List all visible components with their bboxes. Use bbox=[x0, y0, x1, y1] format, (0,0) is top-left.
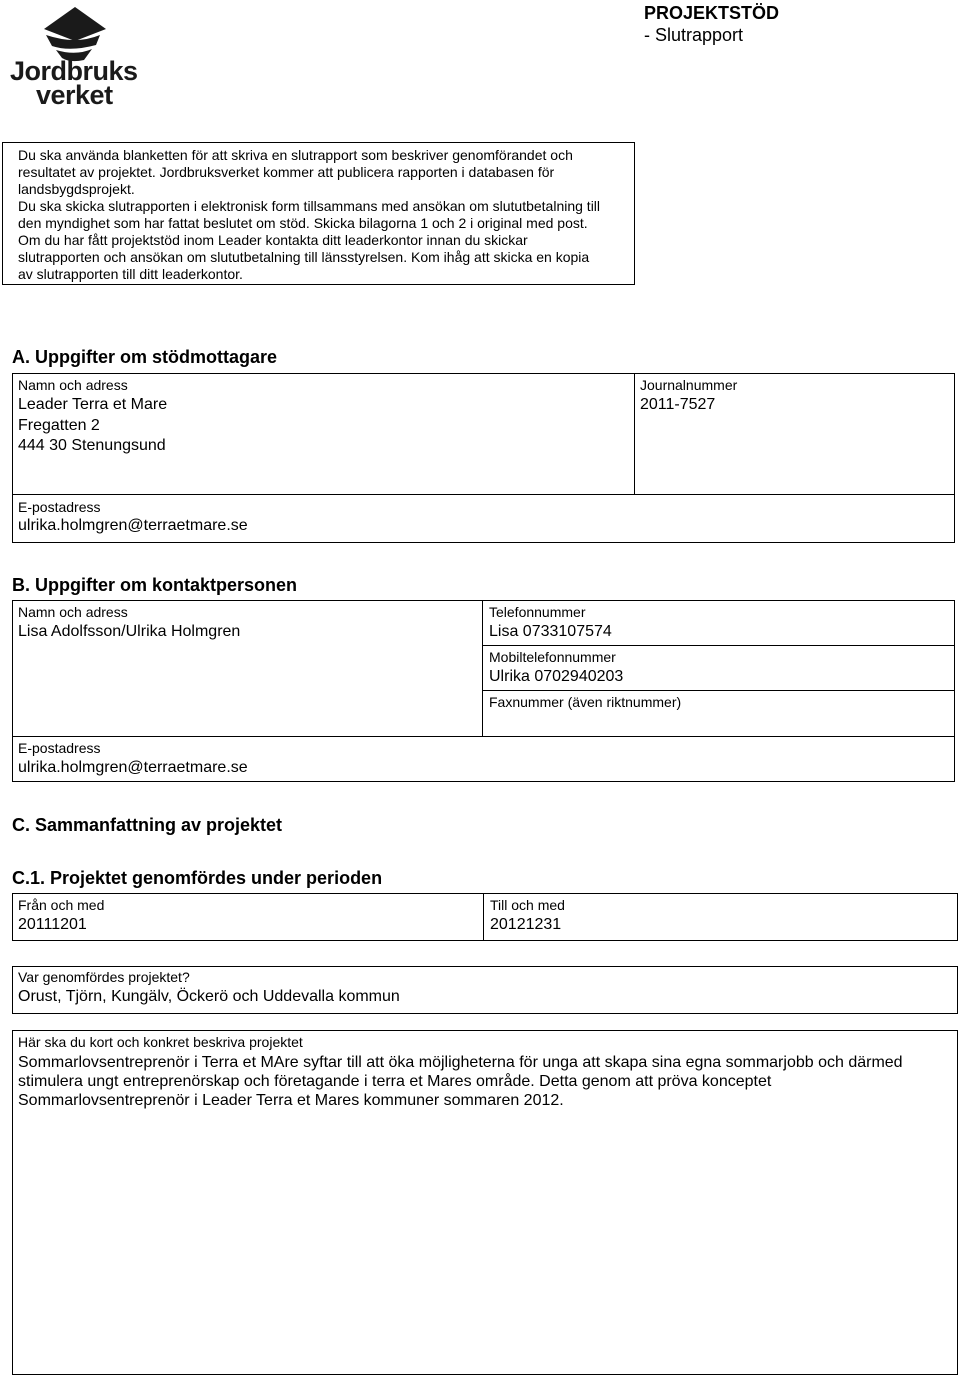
contact-email-value[interactable]: ulrika.holmgren@terraetmare.se bbox=[18, 759, 248, 776]
section-c-heading: C. Sammanfattning av projektet bbox=[12, 815, 283, 835]
period-table bbox=[12, 893, 958, 941]
mobile-value[interactable]: Ulrika 0702940203 bbox=[489, 668, 624, 685]
recipient-address-line[interactable]: Fregatten 2 bbox=[18, 416, 100, 434]
description-line[interactable]: Sommarlovsentreprenör i Terra et MAre syftar till att öka möjligheterna för unga att skapa sina egna sommarjobb och därmed bbox=[18, 1054, 903, 1071]
instruction-line: resultatet av projektet. Jordbruksverket kommer att publicera rapporten i databasen för bbox=[18, 164, 555, 180]
document-title: PROJEKTSTÖD bbox=[644, 3, 780, 23]
section-a-heading: A. Uppgifter om stödmottagare bbox=[12, 347, 278, 367]
logo-mark-icon bbox=[40, 5, 110, 63]
location-value[interactable]: Orust, Tjörn, Kungälv, Öckerö och Uddevalla kommun bbox=[18, 988, 400, 1005]
description-label: Här ska du kort och konkret beskriva projektet bbox=[18, 1034, 303, 1050]
journal-number-value[interactable]: 2011-7527 bbox=[640, 396, 716, 413]
instruction-box bbox=[2, 142, 635, 285]
location-label: Var genomfördes projektet? bbox=[18, 969, 190, 985]
section-b-row-divider bbox=[12, 736, 955, 737]
to-date-value[interactable]: 20121231 bbox=[490, 916, 562, 933]
instruction-line: den myndighet som har fattat beslutet om stöd. Skicka bilagorna 1 och 2 i original med post. bbox=[18, 215, 588, 231]
instruction-line: av slutrapporten till ditt leaderkontor. bbox=[18, 266, 243, 282]
recipient-email-label: E-postadress bbox=[18, 499, 101, 515]
description-line[interactable]: Sommarlovsentreprenör i Leader Terra et Mares kommuner sommaren 2012. bbox=[18, 1092, 564, 1109]
recipient-postal-line[interactable]: 444 30 Stenungsund bbox=[18, 437, 166, 454]
instruction-line: landsbygdsprojekt. bbox=[18, 181, 135, 197]
recipient-name-line[interactable]: Leader Terra et Mare bbox=[18, 396, 168, 413]
from-date-value[interactable]: 20111201 bbox=[18, 916, 87, 933]
phone-value[interactable]: Lisa 0733107574 bbox=[489, 623, 612, 640]
phone-label: Telefonnummer bbox=[489, 604, 586, 620]
period-divider bbox=[483, 893, 484, 941]
fax-label: Faxnummer (även riktnummer) bbox=[489, 694, 682, 710]
contact-email-label: E-postadress bbox=[18, 740, 101, 756]
contact-name-value[interactable]: Lisa Adolfsson/Ulrika Holmgren bbox=[18, 623, 241, 640]
section-b-heading: B. Uppgifter om kontaktpersonen bbox=[12, 575, 298, 595]
instruction-line: Du ska skicka slutrapporten i elektronisk form tillsammans med ansökan om slututbetalning till bbox=[18, 198, 601, 214]
section-b-phone-divider bbox=[482, 645, 955, 646]
instruction-line: Du ska använda blanketten för att skriva en slutrapport som beskriver genomförandet och bbox=[18, 147, 573, 163]
instruction-line: Om du har fått projektstöd inom Leader kontakta ditt leaderkontor innan du skickar bbox=[18, 232, 528, 248]
mobile-label: Mobiltelefonnummer bbox=[489, 649, 616, 665]
instruction-line: slutrapporten och ansökan om slututbetalning till länsstyrelsen. Kom ihåg att skicka en kopia bbox=[18, 249, 590, 265]
recipient-name-label: Namn och adress bbox=[18, 377, 128, 393]
section-b-mobile-divider bbox=[482, 690, 955, 691]
from-date-label: Från och med bbox=[18, 897, 105, 913]
to-date-label: Till och med bbox=[490, 897, 565, 913]
journal-number-label: Journalnummer bbox=[640, 377, 738, 393]
logo-text-line2: verket bbox=[36, 80, 113, 110]
section-c1-heading: C.1. Projektet genomfördes under perioden bbox=[12, 868, 383, 888]
document-subtitle: - Slutrapport bbox=[644, 25, 744, 45]
section-b-divider bbox=[482, 600, 483, 737]
logo-text-line1: Jordbruks bbox=[10, 56, 138, 86]
recipient-email-value[interactable]: ulrika.holmgren@terraetmare.se bbox=[18, 517, 248, 534]
section-a-row-divider bbox=[12, 494, 955, 495]
contact-name-label: Namn och adress bbox=[18, 604, 128, 620]
section-a-divider bbox=[634, 373, 635, 495]
jordbruksverket-logo bbox=[10, 5, 138, 110]
description-line[interactable]: stimulera ungt entreprenörskap och företagande i terra et Mares område. Detta genom att pröva konceptet bbox=[18, 1073, 772, 1090]
